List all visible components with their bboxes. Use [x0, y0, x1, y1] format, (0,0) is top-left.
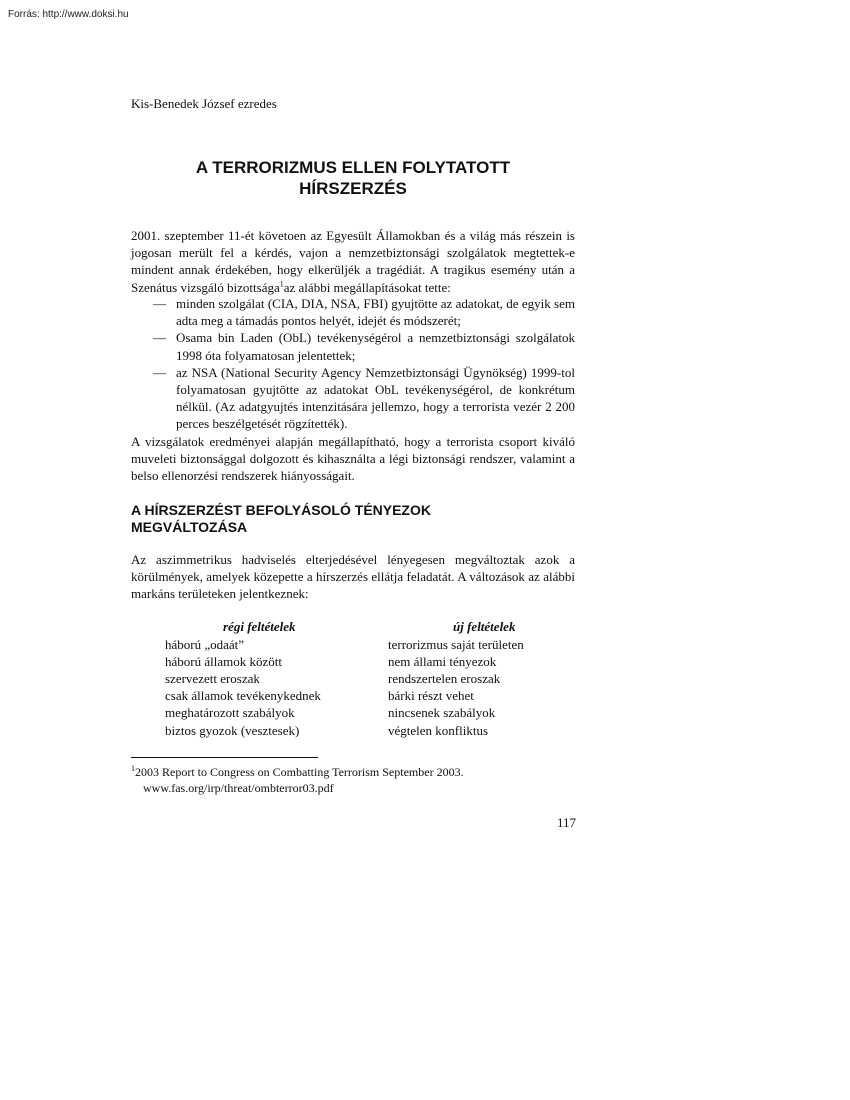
intro-text-end: az alábbi megállapításokat tette: [283, 279, 451, 295]
table-cell: nincsenek szabályok [388, 705, 496, 721]
title-line: HÍRSZERZÉS [299, 179, 407, 198]
table-cell: csak államok tevékenykednek [165, 688, 321, 704]
table-cell: végtelen konfliktus [388, 722, 489, 738]
section-heading-line: A HÍRSZERZÉST BEFOLYÁSOLÓ TÉNYEZOK [131, 502, 431, 518]
footnote [131, 764, 464, 796]
page-number: 117 [557, 815, 577, 830]
section-heading-line: MEGVÁLTOZÁSA [131, 519, 248, 535]
table-cell: terrorizmus saját területen [388, 636, 524, 652]
intro-paragraph [131, 227, 575, 296]
new-conditions-header: új feltételek [453, 619, 516, 634]
old-conditions-header: régi feltételek [223, 619, 296, 634]
footnote-reference: 1 [279, 279, 284, 289]
document-title [131, 157, 575, 199]
author-line: Kis-Benedek József ezredes [131, 96, 277, 111]
section-paragraph: Az aszimmetrikus hadviselés elterjedésével lényegesen megváltoztak azok a körülmények, amelyek közepette a hírszerzés ellátja feladatát. A változások az alábbi markáns területeken jelentkeznek: [131, 552, 575, 602]
new-conditions-column [388, 636, 524, 739]
list-item-text: minden szolgálat (CIA, DIA, NSA, FBI) gyujtötte az adatokat, de egyik sem adta meg a támadás pontos helyét, idejét és módszerét; [176, 296, 575, 329]
list-item [131, 329, 575, 363]
section-heading [131, 502, 575, 536]
list-item [131, 295, 575, 329]
title-line: A TERRORIZMUS ELLEN FOLYTATOTT [195, 158, 511, 177]
findings-list [131, 295, 575, 433]
dash-bullet: — [153, 330, 166, 346]
list-item [131, 364, 575, 433]
source-url: Forrás: http://www.doksi.hu [8, 9, 129, 20]
table-cell: rendszertelen eroszak [388, 670, 501, 686]
dash-bullet: — [153, 296, 166, 311]
footnote-divider [131, 757, 318, 758]
table-cell: bárki részt vehet [388, 688, 474, 704]
dash-bullet: — [153, 364, 166, 380]
table-cell: biztos gyozok (vesztesek) [165, 722, 300, 738]
table-cell: háború államok között [165, 653, 282, 669]
conclusion-paragraph: A vizsgálatok eredményei alapján megállapítható, hogy a terrorista csoport kiváló muveleti biztonsággal dolgozott és kihasználta a légi biztonsági rendszer, valamint a belso ellenorzési rendszerek hiányosságait. [131, 434, 575, 484]
footnote-url: www.fas.org/irp/threat/ombterror03.pdf [143, 781, 334, 795]
list-item-text: az NSA (National Security Agency Nemzetbiztonsági Ügynökség) 1999-tol folyamatosan gyujtötte az adatokat ObL tevékenységérol, de konkrétum nélkül. (Az adatgyujtés intenzitására jellemzo, hogy a terrorista vezér 2 200 perces beszélgetését rögzítették). [176, 364, 575, 432]
footnote-mark: 1 [131, 764, 135, 773]
table-cell: háború „odaát” [165, 636, 245, 652]
intro-text: 2001. szeptember 11-ét követoen az Egyesült Államokban és a világ más részein is jogosan merült fel a kérdés, vajon a nemzetbiztonsági szolgálatok megtettek-e mindent annak érdekében, hogy elkerüljék a tragédiát. A tragikus esemény után a Szenátus vizsgáló bizottsága [131, 228, 575, 295]
table-cell: szervezett eroszak [165, 670, 260, 686]
footnote-text: 2003 Report to Congress on Combatting Terrorism September 2003. [135, 765, 464, 779]
table-cell: meghatározott szabályok [165, 705, 295, 721]
old-conditions-column [165, 636, 321, 739]
table-cell: nem állami tényezok [388, 653, 497, 669]
list-item-text: Osama bin Laden (ObL) tevékenységérol a nemzetbiztonsági szolgálatok 1998 óta folyamatosan jelentettek; [176, 330, 575, 363]
